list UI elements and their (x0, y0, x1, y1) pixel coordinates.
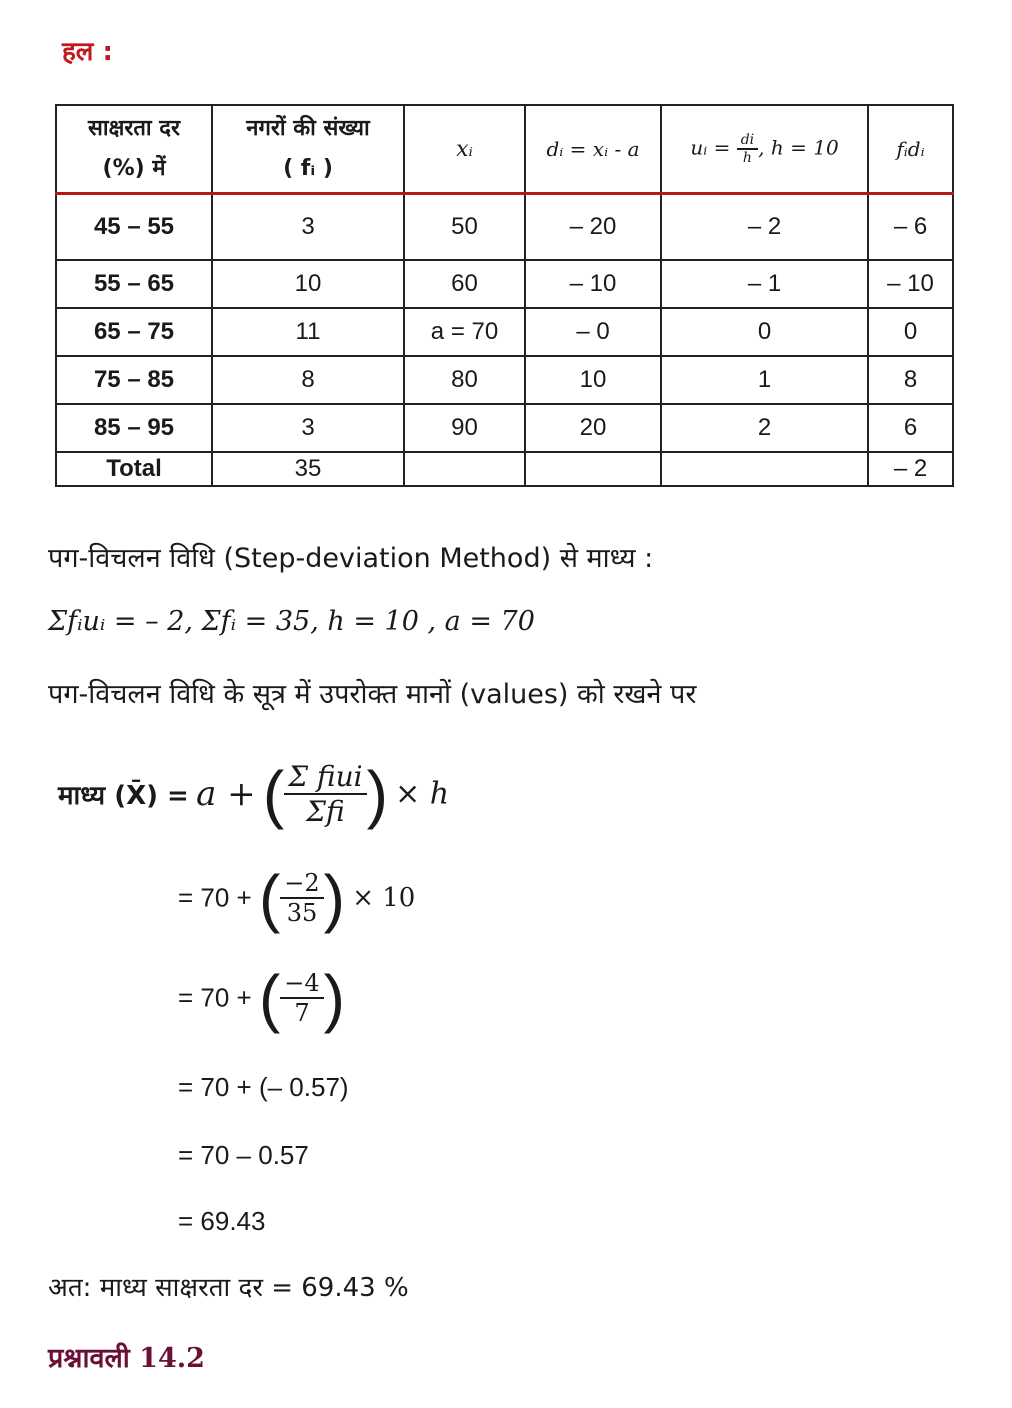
mean-formula (58, 760, 449, 828)
fd-product: – 6 (868, 194, 953, 261)
step-3: = 70 + (– 0.57) (178, 1072, 349, 1102)
header-di: dᵢ = xᵢ - a (525, 105, 661, 194)
class-interval: 55 – 65 (56, 260, 212, 308)
midpoint: 80 (404, 356, 525, 404)
class-interval: 75 – 85 (56, 356, 212, 404)
method-line: पग-विचलन विधि (Step-deviation Method) से माध्य : (48, 543, 654, 574)
total-label: Total (56, 452, 212, 486)
table-row (56, 356, 953, 404)
mean-label: माध्य (X̄) = (58, 781, 189, 811)
frequency: 3 (212, 404, 404, 452)
table-row (56, 194, 953, 261)
header-literacy-rate: साक्षरता दर (%) में (56, 105, 212, 194)
formula-fraction: $\frac{\text{Σ fiui}}{\text{Σfi}}$ (284, 760, 366, 828)
given-values-line: Σfᵢuᵢ = – 2, Σfᵢ = 35, h = 10 , a = 70 (48, 606, 535, 637)
step-1: = 70 + ( $\frac{-2}{35}$ ) × 10 (178, 862, 416, 934)
formula-a-plus: a + (196, 774, 256, 814)
fd-product: 0 (868, 308, 953, 356)
formula-times-h: × h (395, 776, 450, 812)
step-deviation: 0 (661, 308, 868, 356)
exercise-title: प्रश्नावली 14.2 (48, 1343, 205, 1374)
header-ui: uᵢ = $\frac{di}{h}$ , h = 10 (661, 105, 868, 194)
midpoint: 50 (404, 194, 525, 261)
empty-cell (661, 452, 868, 486)
frequency: 11 (212, 308, 404, 356)
midpoint: 90 (404, 404, 525, 452)
solution-heading: हल : (62, 37, 113, 67)
right-paren: ) (366, 758, 388, 830)
total-row (56, 452, 953, 486)
table-row (56, 308, 953, 356)
substitution-line: पग-विचलन विधि के सूत्र में उपरोक्त मानों (values) को रखने पर (48, 679, 697, 710)
left-paren: ( (262, 758, 285, 830)
conclusion-line: अत: माध्य साक्षरता दर = 69.43 % (48, 1273, 409, 1303)
midpoint: 60 (404, 260, 525, 308)
step-deviation: – 2 (661, 194, 868, 261)
class-interval: 85 – 95 (56, 404, 212, 452)
empty-cell (404, 452, 525, 486)
deviation: 20 (525, 404, 661, 452)
frequency: 8 (212, 356, 404, 404)
empty-cell (525, 452, 661, 486)
step-deviation: 2 (661, 404, 868, 452)
deviation: – 10 (525, 260, 661, 308)
header-fidi: fᵢdᵢ (868, 105, 953, 194)
step-4: = 70 – 0.57 (178, 1140, 309, 1170)
fd-product: 6 (868, 404, 953, 452)
fd-product: 8 (868, 356, 953, 404)
deviation: 10 (525, 356, 661, 404)
step-5: = 69.43 (178, 1206, 266, 1236)
frequency: 10 (212, 260, 404, 308)
total-fd: – 2 (868, 452, 953, 486)
step-2: = 70 + ( $\frac{-4}{7}$ ) (178, 962, 345, 1034)
class-interval: 45 – 55 (56, 194, 212, 261)
total-frequency: 35 (212, 452, 404, 486)
frequency: 3 (212, 194, 404, 261)
fd-product: – 10 (868, 260, 953, 308)
deviation: – 0 (525, 308, 661, 356)
table-row (56, 404, 953, 452)
header-number-of-cities: नगरों की संख्या ( fᵢ ) (212, 105, 404, 194)
table-row (56, 260, 953, 308)
table-header-row (56, 105, 953, 194)
header-xi: xᵢ (404, 105, 525, 194)
class-interval: 65 – 75 (56, 308, 212, 356)
frequency-table (55, 104, 954, 487)
step-deviation: – 1 (661, 260, 868, 308)
midpoint: a = 70 (404, 308, 525, 356)
step-deviation: 1 (661, 356, 868, 404)
deviation: – 20 (525, 194, 661, 261)
